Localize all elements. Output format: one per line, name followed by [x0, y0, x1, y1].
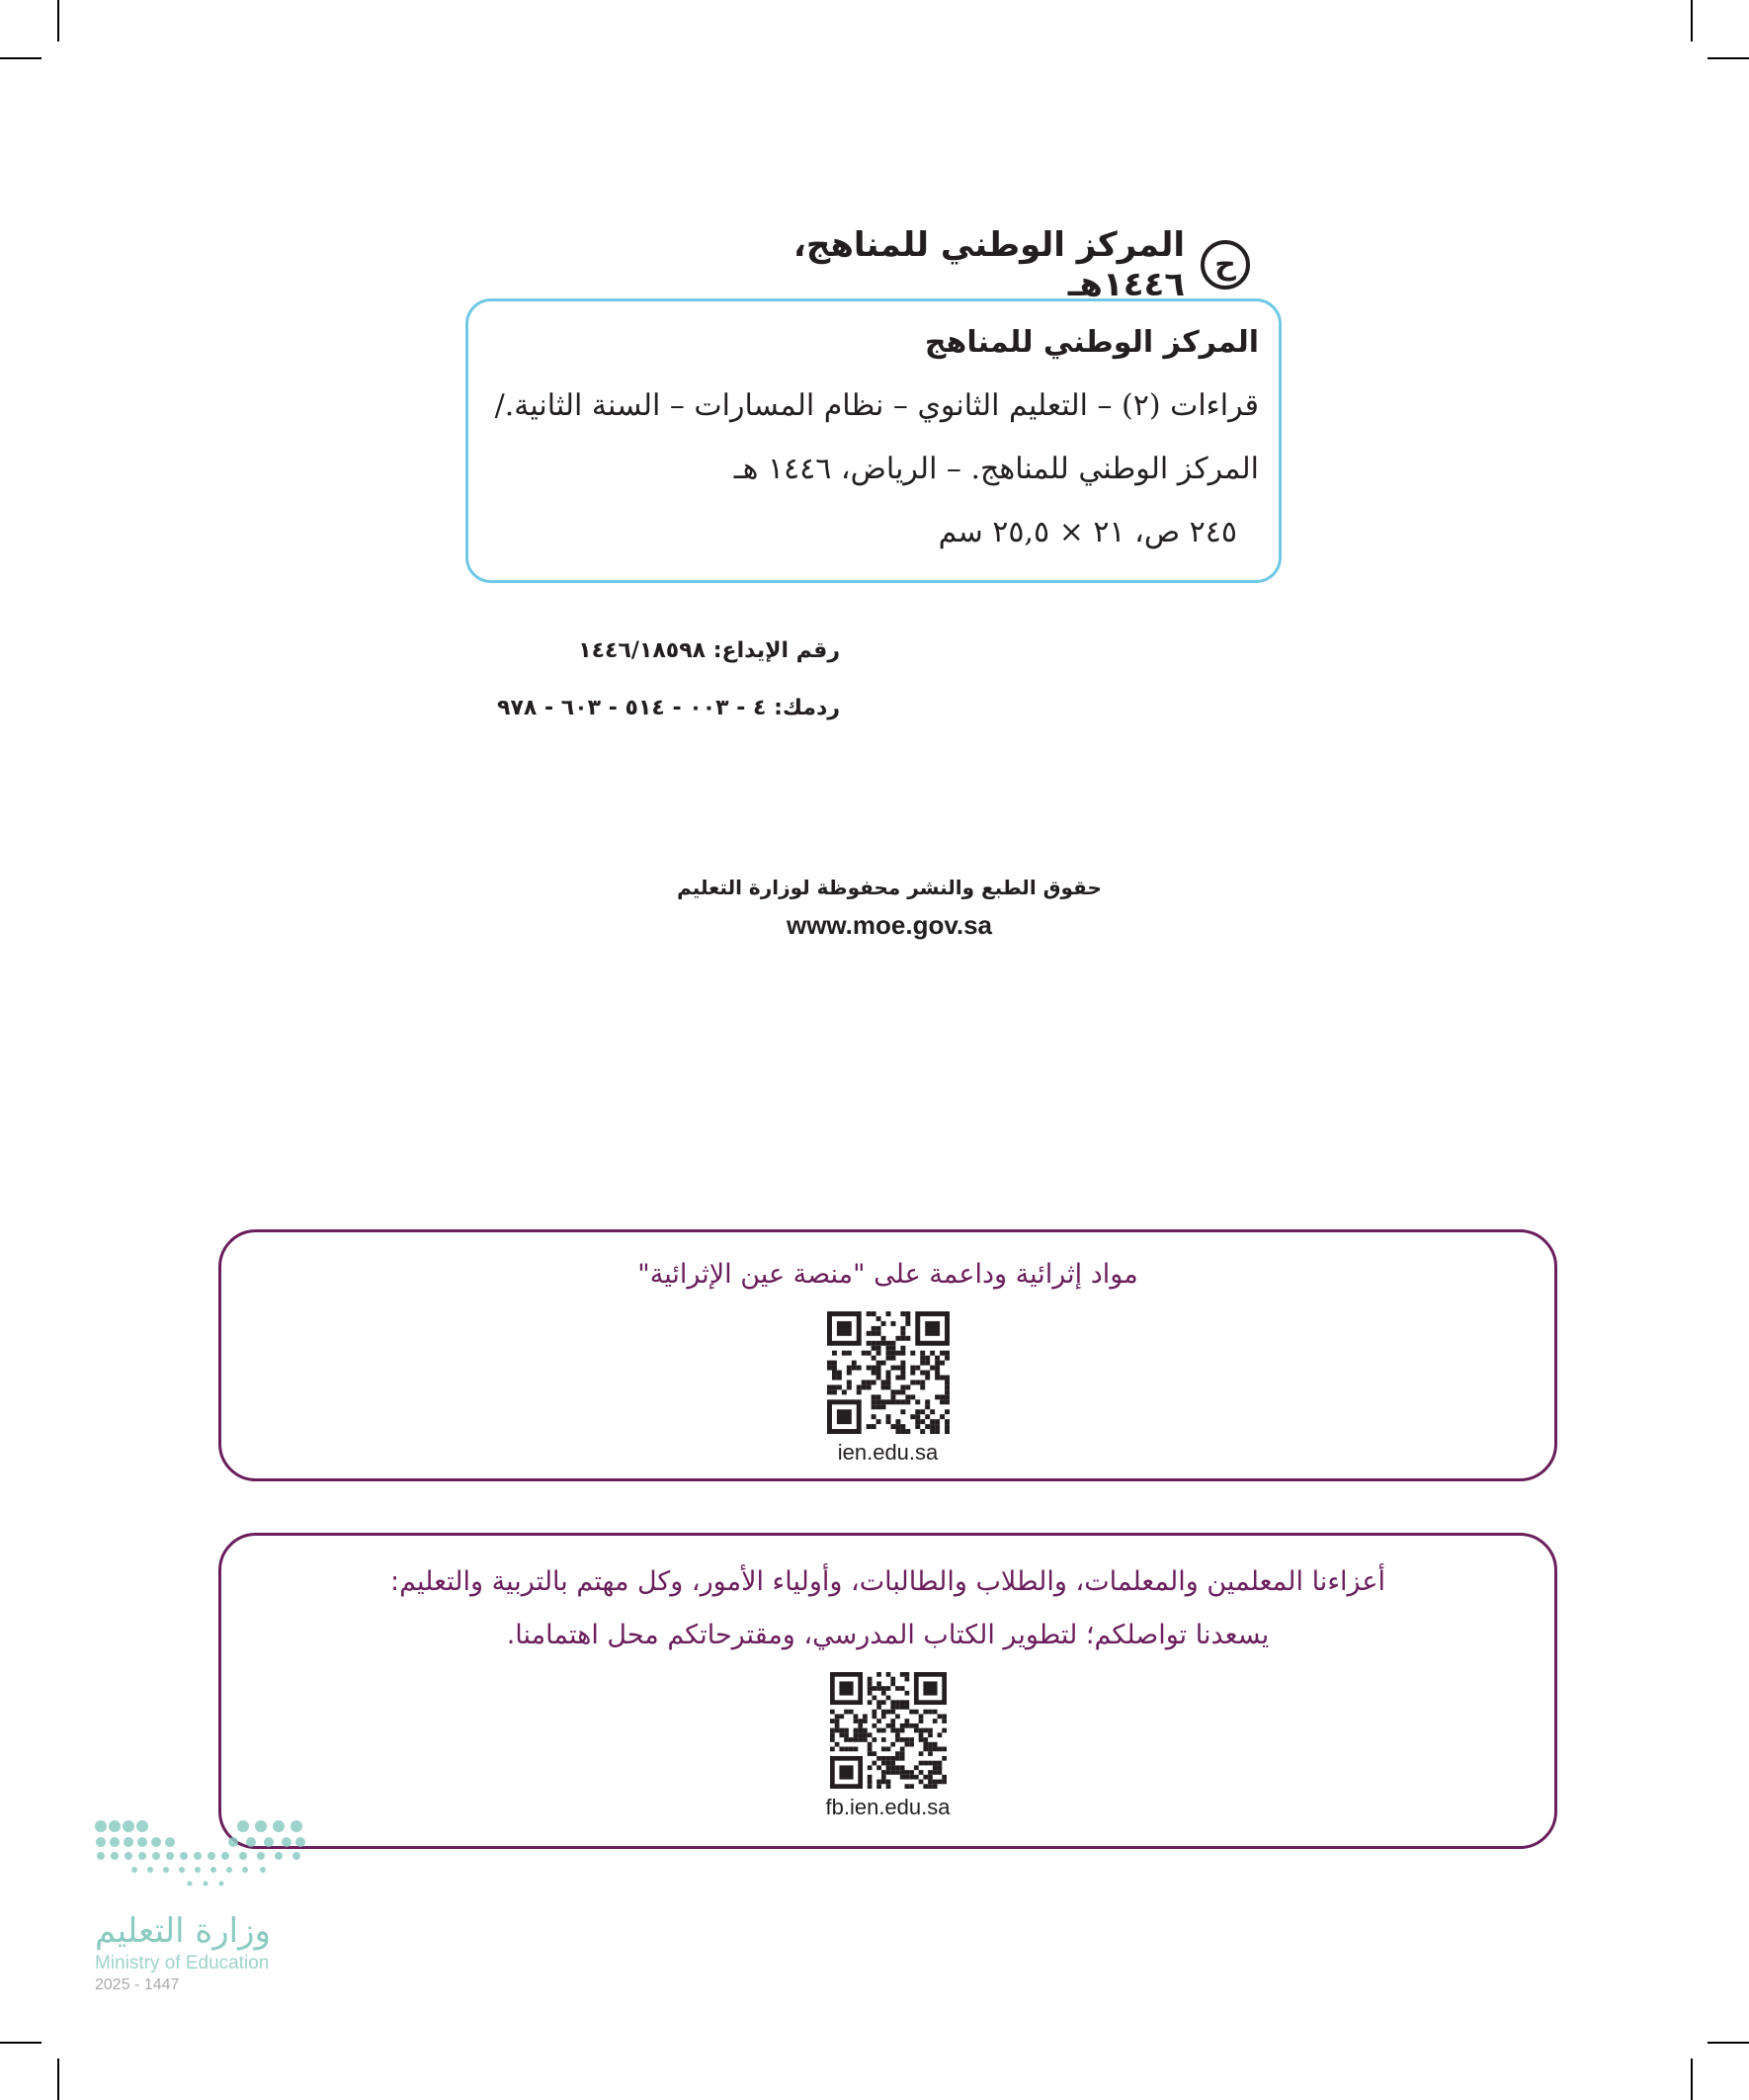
crop-mark	[1707, 2042, 1749, 2044]
copyright-symbol: ح	[1201, 240, 1250, 290]
logo-dot	[165, 1837, 175, 1847]
crop-mark	[1707, 57, 1749, 59]
crop-mark	[1691, 0, 1693, 42]
logo-dot	[137, 1837, 147, 1847]
logo-dot	[264, 1837, 274, 1847]
catalog-card	[465, 298, 1282, 583]
logo-dot	[204, 1882, 208, 1887]
logo-dot	[246, 1837, 256, 1847]
crop-mark	[0, 57, 42, 59]
logo-dot	[195, 1867, 201, 1873]
logo-dot	[95, 1820, 107, 1832]
logo-dot	[291, 1820, 302, 1832]
logo-dot	[210, 1867, 216, 1873]
logo-dot	[226, 1867, 232, 1873]
logo-dot	[123, 1820, 134, 1832]
logo-dot	[255, 1820, 267, 1832]
qr-code-icon[interactable]	[830, 1672, 947, 1789]
feedback-line-2: يسعدنا تواصلكم؛ لتطوير الكتاب المدرسي، ومقترحاتكم محل اهتمامنا.	[506, 1620, 1270, 1650]
logo-dot	[260, 1867, 266, 1873]
rights-notice	[553, 870, 1225, 945]
logo-dot	[188, 1882, 193, 1887]
logo-dot	[275, 1852, 283, 1860]
ministry-website-link[interactable]: www.moe.gov.sa	[786, 910, 993, 940]
logo-dot	[295, 1837, 305, 1847]
ministry-logo	[95, 1818, 322, 1994]
enrichment-message: مواد إثرائية وداعمة على "منصة عين الإثرائية"	[637, 1259, 1138, 1290]
logo-dot	[208, 1852, 215, 1860]
rights-text: حقوق الطبع والنشر محفوظة لوزارة التعليم	[677, 876, 1102, 899]
isbn-number: ردمك: ٤ - ٠٠٣ - ٥١٤ - ٦٠٣ - ٩٧٨	[497, 696, 840, 720]
logo-dot	[228, 1837, 238, 1847]
feedback-line-1: أعزاءنا المعلمين والمعلمات، والطلاب والطالبات، وأولياء الأمور، وكل مهتم بالتربية والتعليم:	[389, 1566, 1386, 1597]
logo-dot	[151, 1837, 161, 1847]
enrichment-box	[218, 1229, 1557, 1481]
logo-dot	[221, 1852, 229, 1860]
logo-dot	[138, 1852, 146, 1860]
catalog-physical: ٢٤٥ ص، ٢١ × ٢٥,٥ سم	[938, 515, 1237, 549]
crop-mark	[57, 2058, 59, 2100]
logo-dot	[219, 1882, 224, 1887]
feedback-url[interactable]: fb.ien.edu.sa	[825, 1795, 951, 1819]
crop-mark	[1691, 2058, 1693, 2100]
logo-dot	[109, 1820, 121, 1832]
catalog-title: قراءات (٢) – التعليم الثانوي – نظام المسارات – السنة الثانية./	[494, 388, 1259, 423]
logo-dot	[152, 1852, 160, 1860]
logo-dot	[124, 1837, 133, 1847]
catalog-author: المركز الوطني للمناهج	[924, 325, 1259, 360]
logo-dot	[111, 1852, 119, 1860]
logo-dot	[179, 1867, 185, 1873]
feedback-box	[218, 1533, 1557, 1849]
logo-dot	[136, 1820, 148, 1832]
copyright-heading	[692, 225, 1250, 304]
legal-info	[455, 623, 840, 737]
logo-dot	[237, 1820, 249, 1832]
logo-dot	[131, 1867, 137, 1873]
crop-mark	[0, 2042, 42, 2044]
logo-dot	[110, 1837, 120, 1847]
logo-dot	[282, 1837, 292, 1847]
ministry-name-english: Ministry of Education	[95, 1953, 270, 1974]
logo-dot	[242, 1867, 248, 1873]
deposit-number: رقم الإيداع: ١٤٤٦/١٨٥٩٨	[578, 638, 840, 663]
logo-dot	[166, 1852, 174, 1860]
logo-dot	[180, 1852, 188, 1860]
logo-dot	[125, 1852, 132, 1860]
catalog-publisher: المركز الوطني للمناهج. – الرياض، ١٤٤٦ هـ	[733, 452, 1259, 486]
logo-dot	[163, 1867, 169, 1873]
logo-dot	[147, 1867, 153, 1873]
ministry-name-arabic: وزارة التعليم	[95, 1911, 271, 1951]
ministry-dots-icon	[95, 1818, 308, 1897]
logo-dot	[239, 1852, 247, 1860]
logo-dot	[273, 1820, 285, 1832]
ministry-year: 2025 - 1447	[95, 1976, 180, 1993]
copyright-text: المركز الوطني للمناهج، ١٤٤٦هـ	[792, 225, 1185, 304]
logo-dot	[292, 1852, 300, 1860]
enrichment-url[interactable]: ien.edu.sa	[837, 1440, 939, 1465]
logo-dot	[97, 1852, 105, 1860]
logo-dot	[194, 1852, 202, 1860]
crop-mark	[57, 0, 59, 42]
logo-dot	[257, 1852, 265, 1860]
logo-dot	[96, 1837, 106, 1847]
qr-code-icon[interactable]	[827, 1311, 950, 1434]
